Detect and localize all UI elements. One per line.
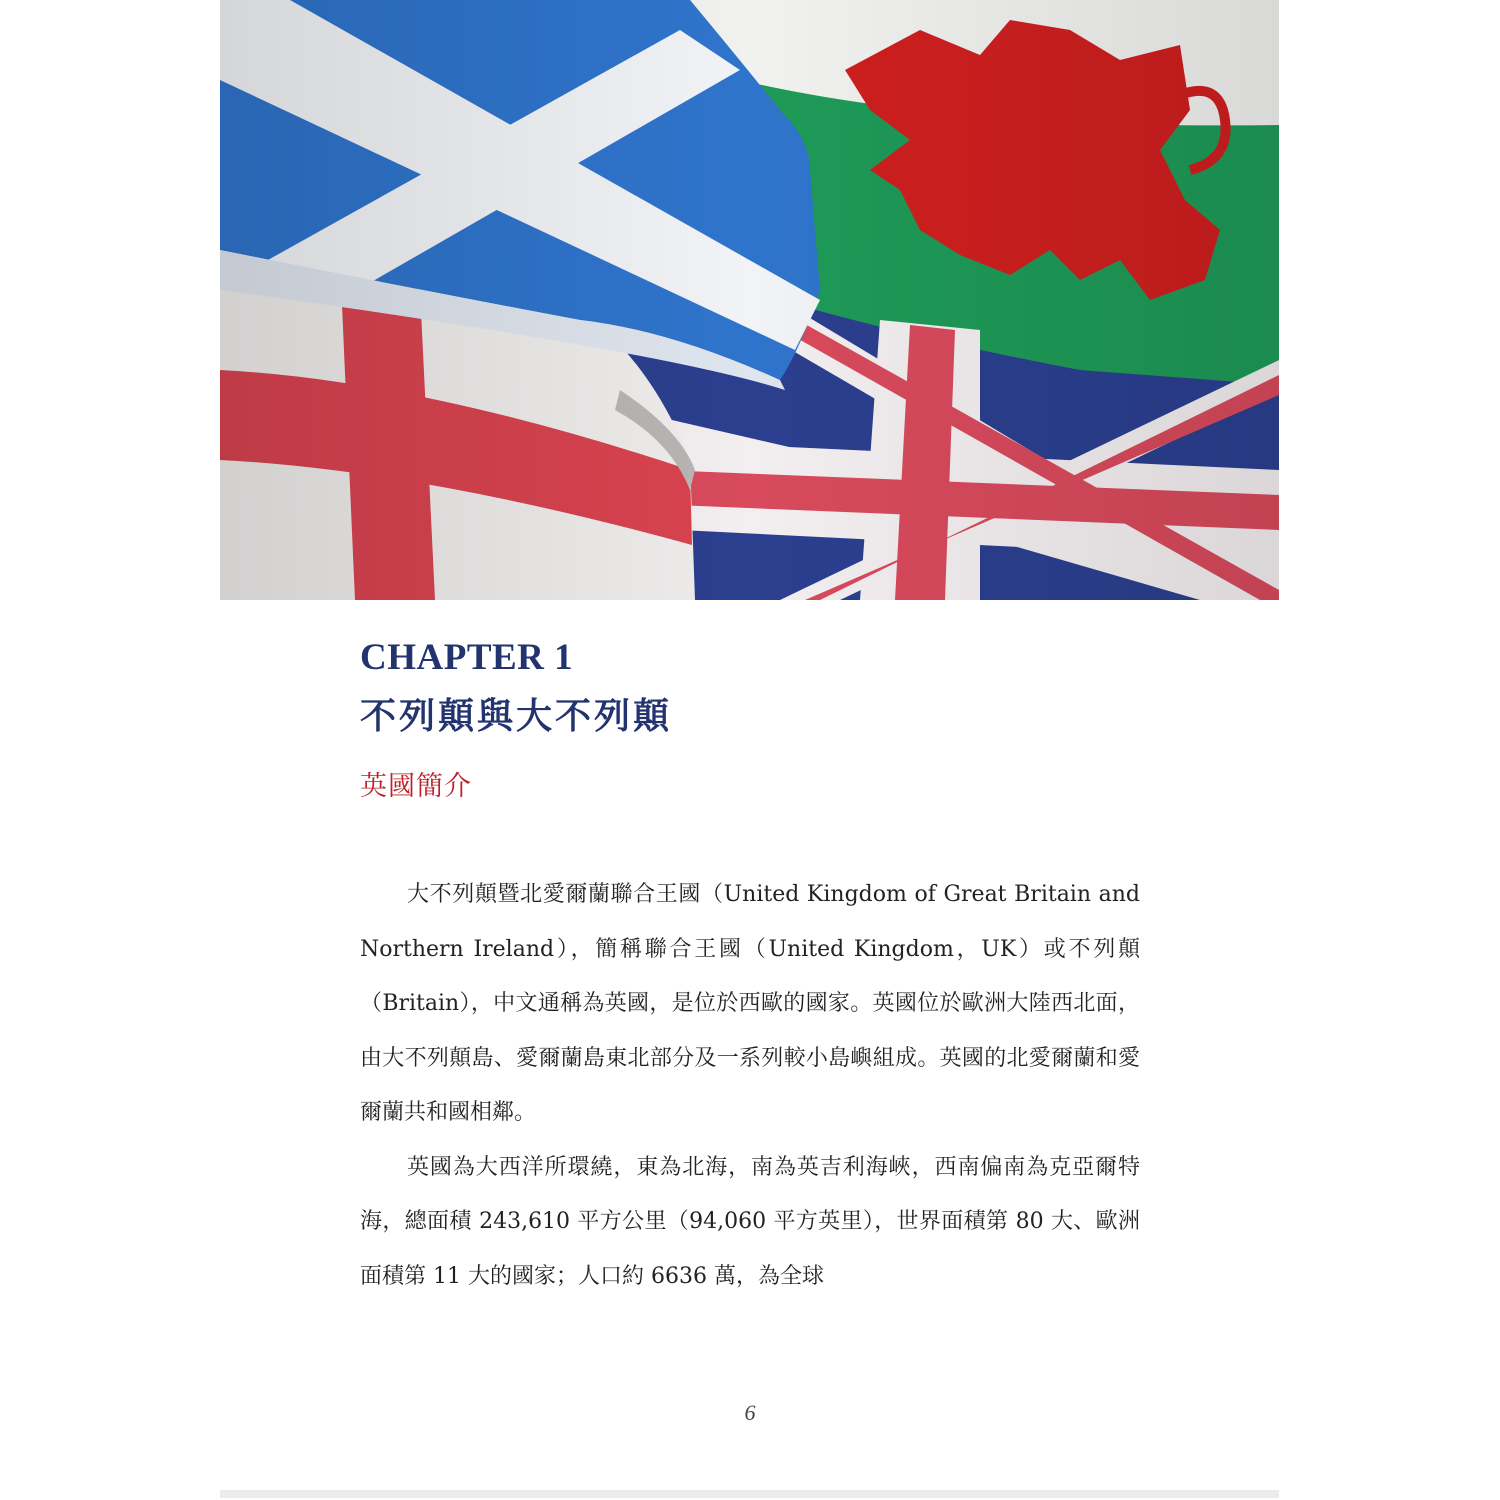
footer-rule [220,1490,1279,1498]
chapter-label: CHAPTER 1 [360,637,574,678]
flags-photo [220,0,1279,600]
paragraph-2: 英國為大西洋所環繞，東為北海，南為英吉利海峽，西南偏南為克亞爾特海，總面積 243,610 平方公里（94,060 平方英里），世界面積第 80 大、歐洲面積第 11 大的國家；人口約 6636 萬，為全球 [360,1154,1140,1289]
flags-illustration [220,0,1279,600]
body-text [360,868,1140,1304]
page-number: 6 [744,1400,756,1425]
paragraph-1: 大不列顛暨北愛爾蘭聯合王國（United Kingdom of Great Britain and Northern Ireland），簡稱聯合王國（United Kingdom，UK）或不列顛（Britain），中文通稱為英國，是位於西歐的國家。英國位於歐洲大陸西北面，由大不列顛島、愛爾蘭島東北部分及一系列較小島嶼組成。英國的北愛爾蘭和愛爾蘭共和國相鄰。 [360,882,1140,1125]
chapter-title: 不列顛與大不列顛 [360,695,673,737]
section-heading: 英國簡介 [360,771,472,802]
